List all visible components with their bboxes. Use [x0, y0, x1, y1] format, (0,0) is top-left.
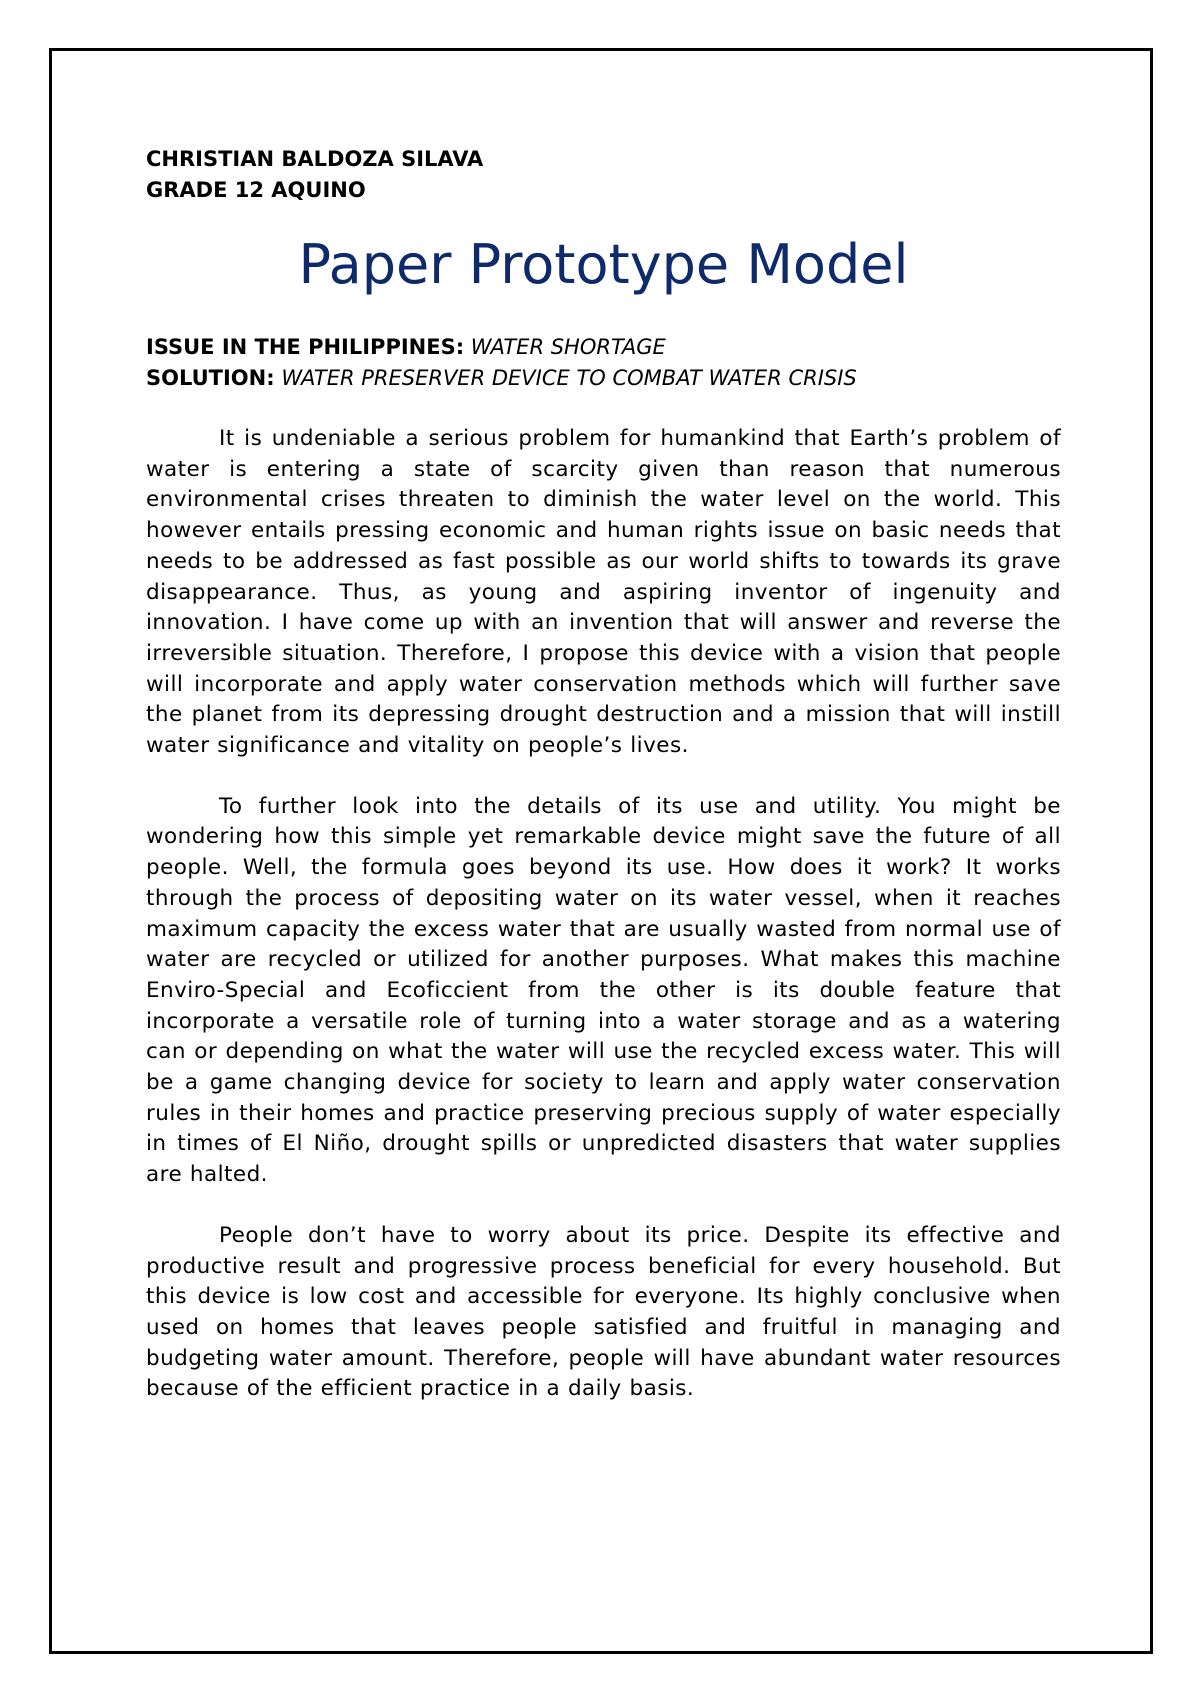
body-paragraph-2: To further look into the details of its use and utility. You might be wondering how this simple yet remarkable device might save the future of all people. Well, the formula goes beyond its use. How does it work? It works through the process of depositing water on its water vessel, when it reaches maximum capacity the excess water that are usually wasted from normal use of water are recycled or utilized for another purposes. What makes this machine Enviro-Special and Ecoficcient from the other is its double feature that incorporate a versatile role of turning into a water storage and as a watering can or depending on what the water will use the recycled excess water. This will be a game changing device for society to learn and apply water conservation rules in their homes and practice preserving precious supply of water especially in times of El Niño, drought spills or unpredicted disasters that water supplies are halted. — [146, 793, 1061, 1188]
issue-label: ISSUE IN THE PHILIPPINES: — [146, 335, 465, 359]
solution-line — [146, 363, 1061, 394]
document-body — [146, 144, 1061, 1405]
solution-value: WATER PRESERVER DEVICE TO COMBAT WATER CRISIS — [281, 366, 857, 390]
issue-solution-block — [146, 332, 1061, 394]
issue-line — [146, 332, 1061, 363]
document-title: Paper Prototype Model — [298, 233, 909, 296]
issue-value: WATER SHORTAGE — [470, 335, 666, 359]
body-paragraph-1: It is undeniable a serious problem for humankind that Earth’s problem of water is entering a state of scarcity given than reason that numerous environmental crises threaten to diminish the water level on the world. This however entails pressing economic and human rights issue on basic needs that needs to be addressed as fast possible as our world shifts to towards its grave disappearance. Thus, as young and aspiring inventor of ingenuity and innovation. I have come up with an invention that will answer and reverse the irreversible situation. Therefore, I propose this device with a vision that people will incorporate and apply water conservation methods which will further save the planet from its depressing drought destruction and a mission that will instill water significance and vitality on people’s lives. — [146, 426, 1061, 759]
author-name: CHRISTIAN BALDOZA SILAVA — [146, 147, 484, 171]
solution-label: SOLUTION: — [146, 366, 275, 390]
author-grade: GRADE 12 AQUINO — [146, 178, 366, 202]
body-paragraph-3: People don’t have to worry about its price. Despite its effective and productive result and progressive process beneficial for every household. But this device is low cost and accessible for everyone. Its highly conclusive when used on homes that leaves people satisfied and fruitful in managing and budgeting water amount. Therefore, people will have abundant water resources because of the efficient practice in a daily basis. — [146, 1222, 1061, 1402]
